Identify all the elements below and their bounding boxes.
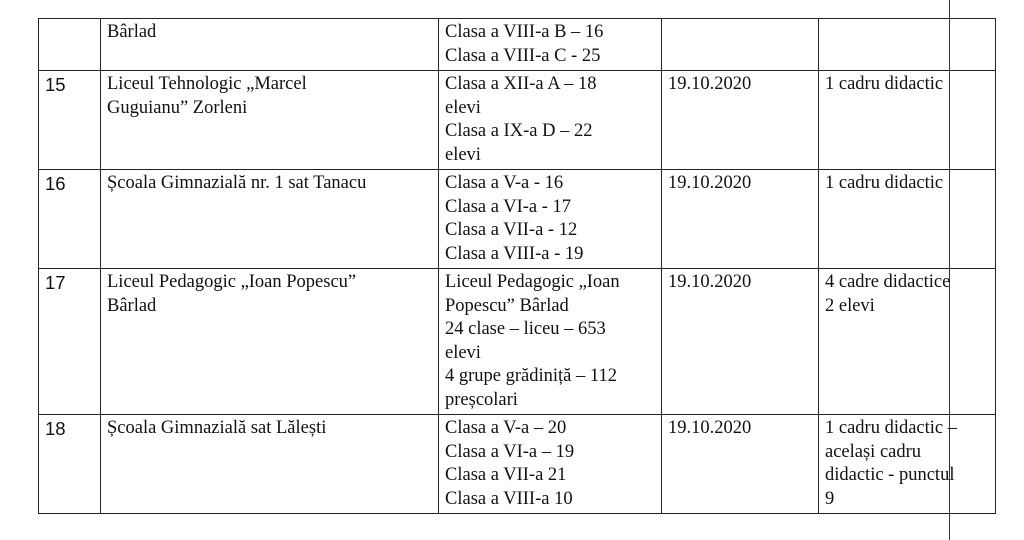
class-line: Clasa a XII-a A – 18 [445, 74, 597, 94]
school-name-line: Liceul Pedagogic „Ioan Popescu” [107, 272, 357, 292]
class-line: Clasa a V-a - 16 [445, 173, 564, 193]
school-name [101, 269, 439, 415]
row-number [39, 19, 101, 71]
school-name-line: Școala Gimnazială sat Lălești [107, 418, 327, 438]
schools-table [38, 18, 996, 514]
class-line: Clasa a VII-a 21 [445, 465, 567, 485]
date-cell: 19.10.2020 [662, 71, 819, 170]
school-name-line: Școala Gimnazială nr. 1 sat Tanacu [107, 173, 367, 193]
class-line: Clasa a VIII-a - 19 [445, 243, 584, 264]
school-name [101, 19, 439, 71]
class-line: 24 clase – liceu – 653 [445, 319, 606, 339]
classes-cell [439, 19, 662, 71]
staff-line: 2 elevi [825, 295, 875, 316]
table-row [39, 170, 996, 269]
row-number: 18 [39, 415, 101, 514]
school-name-line: Liceul Tehnologic „Marcel [107, 74, 307, 94]
class-line: Clasa a VII-a - 12 [445, 220, 578, 240]
school-name-line: Bârlad [107, 295, 157, 316]
class-line: Clasa a VI-a - 17 [445, 196, 572, 217]
classes-cell [439, 415, 662, 514]
class-line: Popescu” Bârlad [445, 295, 569, 316]
staff-cell [819, 71, 996, 170]
staff-cell [819, 19, 996, 71]
class-line: preșcolari [445, 389, 518, 410]
table-row [39, 269, 996, 415]
staff-line: didactic - punctul [825, 465, 955, 485]
row-number: 16 [39, 170, 101, 269]
staff-cell [819, 170, 996, 269]
staff-line: 4 cadre didactice [825, 272, 951, 292]
date-cell: 19.10.2020 [662, 415, 819, 514]
staff-line: 9 [825, 488, 835, 509]
class-line: Liceul Pedagogic „Ioan [445, 272, 620, 292]
school-name [101, 71, 439, 170]
class-line: elevi [445, 342, 481, 363]
class-line: elevi [445, 97, 481, 118]
school-name-line: Bârlad [107, 22, 157, 42]
date-cell: 19.10.2020 [662, 269, 819, 415]
school-name [101, 415, 439, 514]
school-name-line: Guguianu” Zorleni [107, 97, 248, 118]
class-line: Clasa a IX-a D – 22 [445, 121, 593, 141]
staff-cell [819, 415, 996, 514]
class-line: Clasa a VI-a – 19 [445, 441, 575, 462]
classes-cell [439, 170, 662, 269]
table-row [39, 19, 996, 71]
staff-line: 1 cadru didactic [825, 173, 944, 193]
table-row [39, 71, 996, 170]
classes-cell [439, 71, 662, 170]
class-line: 4 grupe grădiniță – 112 [445, 366, 617, 386]
class-line: elevi [445, 144, 481, 165]
staff-line: același cadru [825, 441, 922, 462]
row-number: 17 [39, 269, 101, 415]
staff-line: 1 cadru didactic – [825, 418, 958, 438]
date-cell: 19.10.2020 [662, 170, 819, 269]
class-line: Clasa a VIII-a C - 25 [445, 45, 601, 66]
class-line: Clasa a V-a – 20 [445, 418, 567, 438]
class-line: Clasa a VIII-a 10 [445, 488, 573, 509]
date-cell [662, 19, 819, 71]
table-row [39, 415, 996, 514]
school-name [101, 170, 439, 269]
classes-cell [439, 269, 662, 415]
row-number: 15 [39, 71, 101, 170]
staff-cell [819, 269, 996, 415]
staff-line: 1 cadru didactic [825, 74, 944, 94]
class-line: Clasa a VIII-a B – 16 [445, 22, 604, 42]
